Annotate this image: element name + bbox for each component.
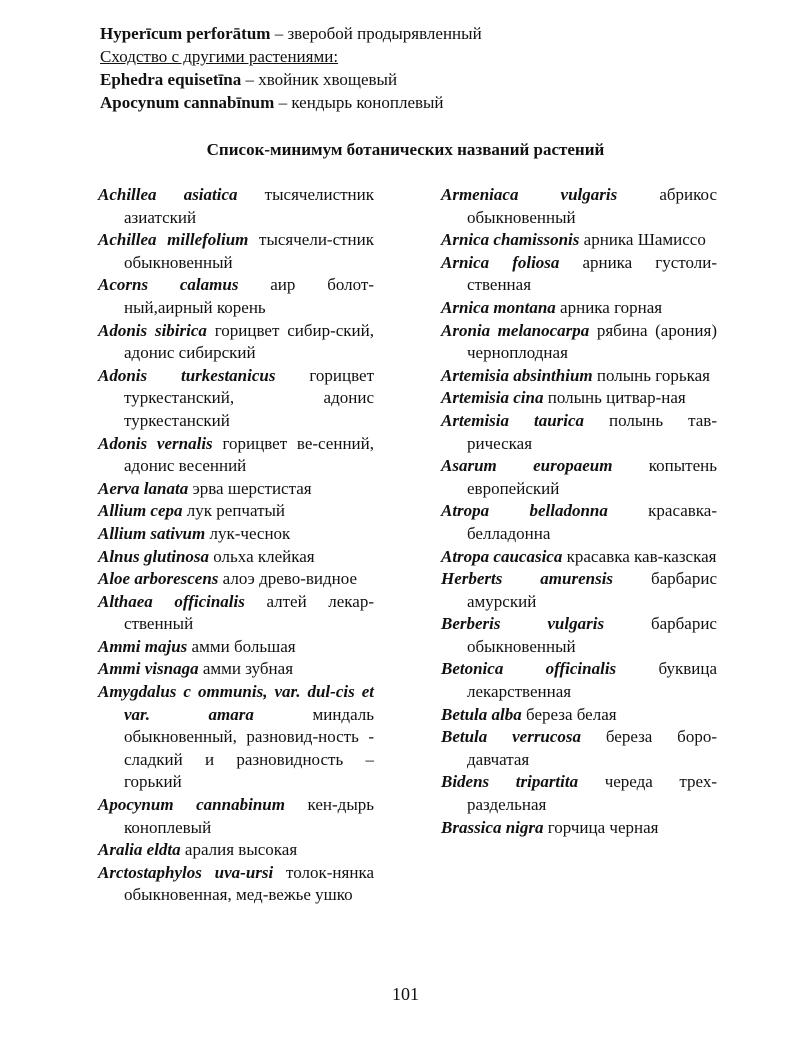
latin-name: Brassica nigra [441, 817, 544, 837]
latin-name: Armeniaca vulgaris [441, 185, 618, 204]
latin-name: Betonica officinalis [441, 659, 617, 679]
latin-name: Alnus glutinosa [98, 546, 210, 566]
latin-name: Adonis vernalis [98, 433, 213, 453]
latin-name: Adonis turkestanicus [98, 365, 276, 385]
latin-name: Althaea officinalis [98, 591, 245, 611]
russian-name: горицвет сибир-ский, адонис сибирский [124, 320, 374, 363]
header-line-3 [100, 68, 700, 91]
latin-name: Arnica montana [441, 297, 556, 317]
russian-name: амми большая [187, 636, 296, 656]
latin-name: Atropa belladonna [441, 501, 608, 521]
glossary-entry [441, 726, 717, 771]
left-column [98, 184, 374, 907]
latin-name: Achillea millefolium [98, 230, 249, 250]
latin-name: Acorns calamus [98, 275, 239, 295]
latin-name: Achillea asiatica [98, 185, 238, 204]
glossary-entry [441, 410, 717, 455]
glossary-entry [441, 455, 717, 500]
latin-name: Betula alba [441, 704, 522, 724]
latin-name: Artemisia cina [441, 388, 544, 408]
latin-name: Aronia melanocarpa [441, 320, 590, 340]
russian-name: полынь горькая [592, 365, 710, 385]
glossary-entry [441, 297, 717, 320]
russian-name: горицвет ве-сенний, адонис весенний [124, 433, 374, 476]
latin-name: Adonis sibirica [98, 320, 207, 340]
russian-name: эрва шерстистая [188, 478, 312, 498]
russian-name: красавка-белладонна [467, 501, 717, 543]
glossary-entry [98, 478, 374, 501]
glossary-entry [98, 681, 374, 794]
glossary-entry [98, 320, 374, 365]
latin-name: Hyperīcum perforātum [100, 24, 271, 43]
section-title: Список-минимум ботанических названий растений [206, 140, 605, 159]
latin-name: Berberis vulgaris [441, 614, 605, 634]
glossary-entry [98, 365, 374, 433]
latin-name: Allium cepa [98, 501, 183, 521]
latin-name: Apocynum cannabinum [98, 795, 285, 815]
glossary-entry [98, 636, 374, 659]
latin-name: Aralia eldta [98, 840, 181, 860]
header-line-4 [100, 91, 700, 114]
russian-name: полынь цитвар-ная [543, 388, 686, 408]
latin-name: Apocynum cannabīnum [100, 93, 275, 112]
russian-name: алтей лекар-ственный [124, 591, 374, 634]
russian-name: амми зубная [198, 659, 294, 679]
glossary-entry [441, 387, 717, 410]
glossary-entry [441, 658, 717, 703]
russian-name: копытень европейский [467, 456, 717, 498]
russian-name: алоэ древо-видное [218, 569, 357, 589]
russian-name: красавка кав-казская [562, 546, 717, 566]
latin-name: Arctostaphylos uva-ursi [98, 862, 274, 882]
russian-name: арника Шамиссо [579, 230, 706, 250]
russian-name: ольха клейкая [209, 546, 315, 566]
page-number: 101 [392, 984, 419, 1004]
glossary-entry [98, 184, 374, 229]
russian-name: толок-нянка обыкновенная, мед-вежье ушко [124, 862, 374, 905]
russian-name: береза белая [521, 704, 617, 724]
latin-name: Aerva lanata [98, 478, 189, 498]
glossary-entry [98, 274, 374, 319]
glossary-entry [98, 546, 374, 569]
glossary-entry [98, 794, 374, 839]
header-block [100, 22, 700, 114]
glossary-entry [441, 546, 717, 569]
glossary-entry [98, 658, 374, 681]
glossary-entry [98, 862, 374, 907]
latin-name: Artemisia taurica [441, 410, 585, 430]
russian-name: барбарис обыкновенный [467, 614, 717, 656]
russian-name: аралия высокая [180, 840, 298, 860]
glossary-entry [441, 184, 717, 229]
glossary-entry [98, 591, 374, 636]
russian-name: тысячелистник азиатский [124, 185, 374, 227]
glossary-entry [441, 500, 717, 545]
russian-name: аир болот-ный,аирный корень [124, 275, 374, 317]
glossary-entry [441, 320, 717, 365]
russian-name: череда трех-раздельная [467, 772, 717, 815]
latin-name: Amygdalus c ommunis, var. dul-cis et var. amara [98, 682, 374, 724]
russian-name: лук репчатый [182, 501, 286, 521]
glossary-entry [441, 704, 717, 727]
russian-name: барбарис амурский [467, 569, 717, 611]
glossary-entry [98, 568, 374, 591]
russian-name: арника горная [555, 297, 663, 317]
glossary-entry [98, 523, 374, 546]
latin-name: Allium sativum [98, 523, 206, 543]
russian-name: – хвойник хвощевый [241, 70, 398, 89]
glossary-entry [98, 500, 374, 523]
russian-name: миндаль обыкновенный, разновид-ность - сладкий и разновидность – горький [124, 704, 374, 792]
russian-name: арника густоли-ственная [467, 252, 717, 295]
glossary-entry [441, 568, 717, 613]
russian-name: полынь тав-рическая [467, 410, 717, 453]
latin-name: Bidens tripartita [441, 772, 579, 792]
header-line-2 [100, 45, 700, 68]
russian-name: тысячели-стник обыкновенный [124, 230, 375, 272]
glossary-entry [98, 839, 374, 862]
glossary-entry [441, 817, 717, 840]
latin-name: Ephedra equisetīna [100, 70, 242, 89]
latin-name: Arnica foliosa [441, 252, 560, 272]
glossary-entry [98, 433, 374, 478]
glossary-entry [98, 229, 374, 274]
glossary-entry [441, 229, 717, 252]
russian-name: горицвет туркестанский, адонис туркестанский [124, 365, 374, 430]
russian-name: абрикос обыкновенный [467, 185, 717, 227]
right-column [441, 184, 717, 839]
latin-name: Ammi visnaga [98, 659, 199, 679]
latin-name: Aloe arborescens [98, 569, 219, 589]
glossary-entry [441, 252, 717, 297]
latin-name: Arnica chamissonis [441, 230, 580, 250]
russian-name: кен-дырь коноплевый [124, 795, 374, 837]
russian-name: береза боро-давчатая [467, 727, 717, 769]
latin-name: Artemisia absinthium [441, 365, 593, 385]
russian-name: горчица черная [543, 817, 659, 837]
russian-name: рябина (арония) черноплодная [467, 320, 717, 363]
russian-name: лук-чеснок [205, 523, 291, 543]
russian-name: буквица лекарственная [467, 659, 718, 702]
russian-name: – кендырь коноплевый [274, 93, 444, 112]
russian-name: – зверобой продырявленный [270, 24, 482, 43]
latin-name: Asarum europaeum [441, 456, 613, 476]
latin-name: Herberts amurensis [441, 569, 614, 589]
similarity-subheading: Сходство с другими растениями: [100, 47, 339, 66]
glossary-entry [441, 365, 717, 388]
glossary-entry [441, 613, 717, 658]
latin-name: Betula verrucosa [441, 727, 582, 747]
header-line-1 [100, 22, 700, 45]
latin-name: Ammi majus [98, 636, 188, 656]
glossary-entry [441, 771, 717, 816]
latin-name: Atropa caucasica [441, 546, 563, 566]
